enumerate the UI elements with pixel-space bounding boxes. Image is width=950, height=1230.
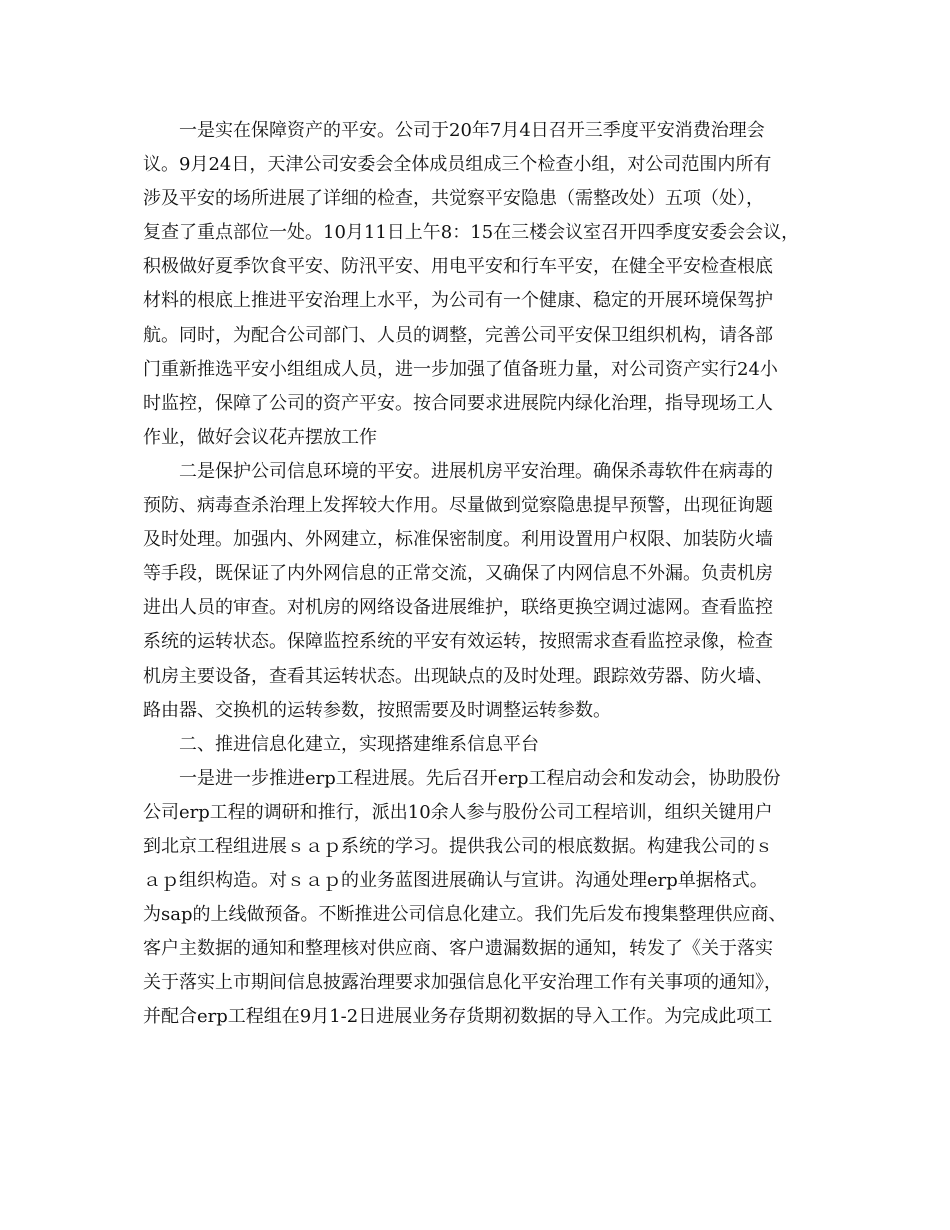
text-line: 客户主数据的通知和整理核对供应商、客户遗漏数据的通知，转发了《关于落实	[143, 938, 773, 960]
text-line: 一是进一步推进erp工程进展。先后召开erp工程启动会和发动会，协助股份	[179, 767, 781, 789]
text-line: 公司erp工程的调研和推行，派出10余人参与股份公司工程培训，组织关键用户	[143, 801, 773, 823]
text-line: 作业，做好会议花卉摆放工作	[143, 426, 377, 448]
text-line: ａｐ组织构造。对ｓａｐ的业务蓝图进展确认与宣讲。沟通处理erp单据格式。	[143, 870, 768, 892]
text-line: 复查了重点部位一处。10月11日上午8：15在三楼会议室召开四季度安委会会议，	[143, 222, 800, 244]
text-line: 为sap的上线做预备。不断推进公司信息化建立。我们先后发布搜集整理供应商、	[143, 904, 787, 926]
text-line: 关于落实上市期间信息披露治理要求加强信息化平安治理工作有关事项的通知》，	[143, 972, 782, 994]
document-body	[143, 114, 815, 1035]
text-line: 积极做好夏季饮食平安、防汛平安、用电平安和行车平安，在健全平安检查根底	[143, 256, 773, 278]
text-line: 机房主要设备，查看其运转状态。出现缺点的及时处理。跟踪效劳器、防火墙、	[143, 665, 773, 687]
text-line: 等手段，既保证了内外网信息的正常交流，又确保了内网信息不外漏。负责机房	[143, 563, 773, 585]
text-line: 涉及平安的场所进展了详细的检查，共觉察平安隐患（需整改处）五项（处），	[143, 188, 764, 210]
text-line: 一是实在保障资产的平安。公司于20年7月4日召开三季度平安消费治理会	[179, 120, 765, 141]
text-line: 进出人员的审查。对机房的网络设备进展维护，联络更换空调过滤网。查看监控	[143, 597, 773, 619]
text-line: 时监控，保障了公司的资产平安。按合同要求进展院内绿化治理，指导现场工人	[143, 392, 773, 414]
text-line: 及时处理。加强内、外网建立，标准保密制度。利用设置用户权限、加装防火墙	[143, 529, 773, 551]
section-heading: 二、推进信息化建立，实现搭建维系信息平台	[179, 733, 539, 755]
text-line: 预防、病毒查杀治理上发挥较大作用。尽量做到觉察隐患提早预警，出现征询题	[143, 495, 773, 517]
text-line: 路由器、交换机的运转参数，按照需要及时调整运转参数。	[143, 699, 611, 721]
text-line: 二是保护公司信息环境的平安。进展机房平安治理。确保杀毒软件在病毒的	[179, 460, 773, 482]
text-line: 材料的根底上推进平安治理上水平，为公司有一个健康、稳定的开展环境保驾护	[143, 290, 773, 312]
text-line: 并配合erp工程组在9月1-2日进展业务存货期初数据的导入工作。为完成此项工	[143, 1006, 773, 1028]
text-line: 航。同时，为配合公司部门、人员的调整，完善公司平安保卫组织机构，请各部	[143, 324, 773, 346]
text-line: 到北京工程组进展ｓａｐ系统的学习。提供我公司的根底数据。构建我公司的ｓ	[143, 835, 773, 857]
text-line: 门重新推选平安小组组成人员，进一步加强了值备班力量，对公司资产实行24小	[143, 358, 778, 380]
text-line: 系统的运转状态。保障监控系统的平安有效运转，按照需求查看监控录像，检查	[143, 631, 773, 653]
text-line: 议。9月24日，天津公司安委会全体成员组成三个检查小组，对公司范围内所有	[143, 154, 772, 176]
